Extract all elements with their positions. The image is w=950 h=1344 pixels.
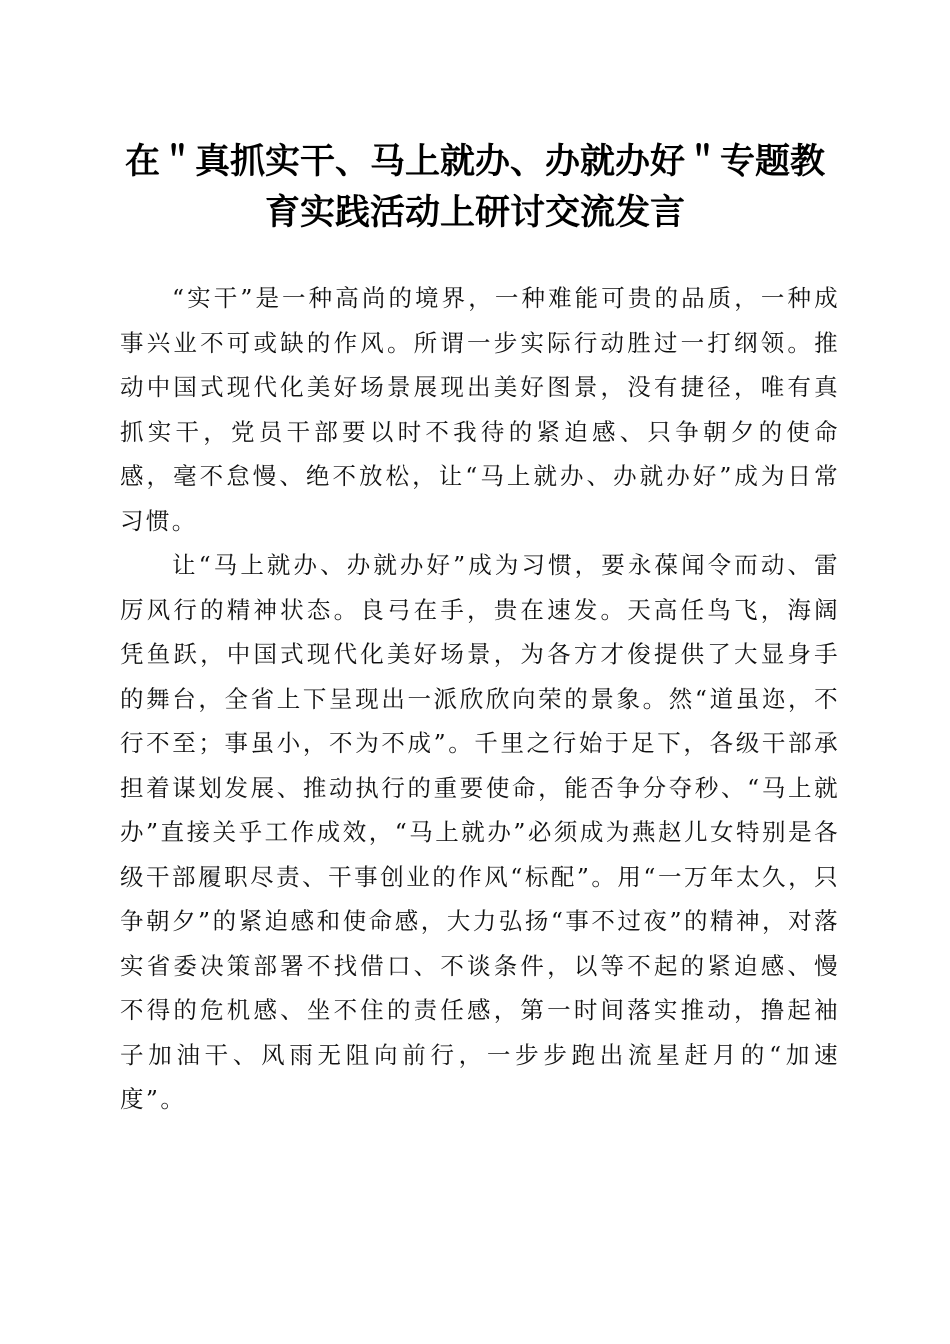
title-line-2: 育实践活动上研讨交流发言 (264, 192, 685, 233)
document-title (100, 136, 850, 238)
paragraph-1: “实干”是一种高尚的境界，一种难能可贵的品质，一种成事兴业不可或缺的作风。所谓一步实际行动胜过一打纲领。推动中国式现代化美好场景展现出美好图景，没有捷径，唯有真抓实干，党员干部要以时不我待的紧迫感、只争朝夕的使命感，毫不怠慢、绝不放松，让“马上就办、办就办好”成为日常习惯。 (120, 284, 840, 535)
paragraph-2: 让“马上就办、办就办好”成为习惯，要永葆闻令而动、雷厉风行的精神状态。良弓在手，贵在速发。天高任鸟飞，海阔凭鱼跃，中国式现代化美好场景，为各方才俊提供了大显身手的舞台，全省上下呈现出一派欣欣向荣的景象。然“道虽迩，不行不至；事虽小，不为不成”。千里之行始于足下，各级干部承担着谋划发展、推动执行的重要使命，能否争分夺秒、“马上就办”直接关乎工作成效，“马上就办”必须成为燕赵儿女特别是各级干部履职尽责、干事创业的作风“标配”。用“一万年太久，只争朝夕”的紧迫感和使命感，大力弘扬“事不过夜”的精神，对落实省委决策部署不找借口、不谈条件，以等不起的紧迫感、慢不得的危机感、坐不住的责任感，第一时间落实推动，撸起袖子加油干、风雨无阻向前行，一步步跑出流星赶月的“加速度”。 (120, 551, 840, 1113)
document-body (120, 276, 840, 1122)
title-line-1: 在＂真抓实干、马上就办、办就办好＂专题教 (124, 141, 825, 182)
